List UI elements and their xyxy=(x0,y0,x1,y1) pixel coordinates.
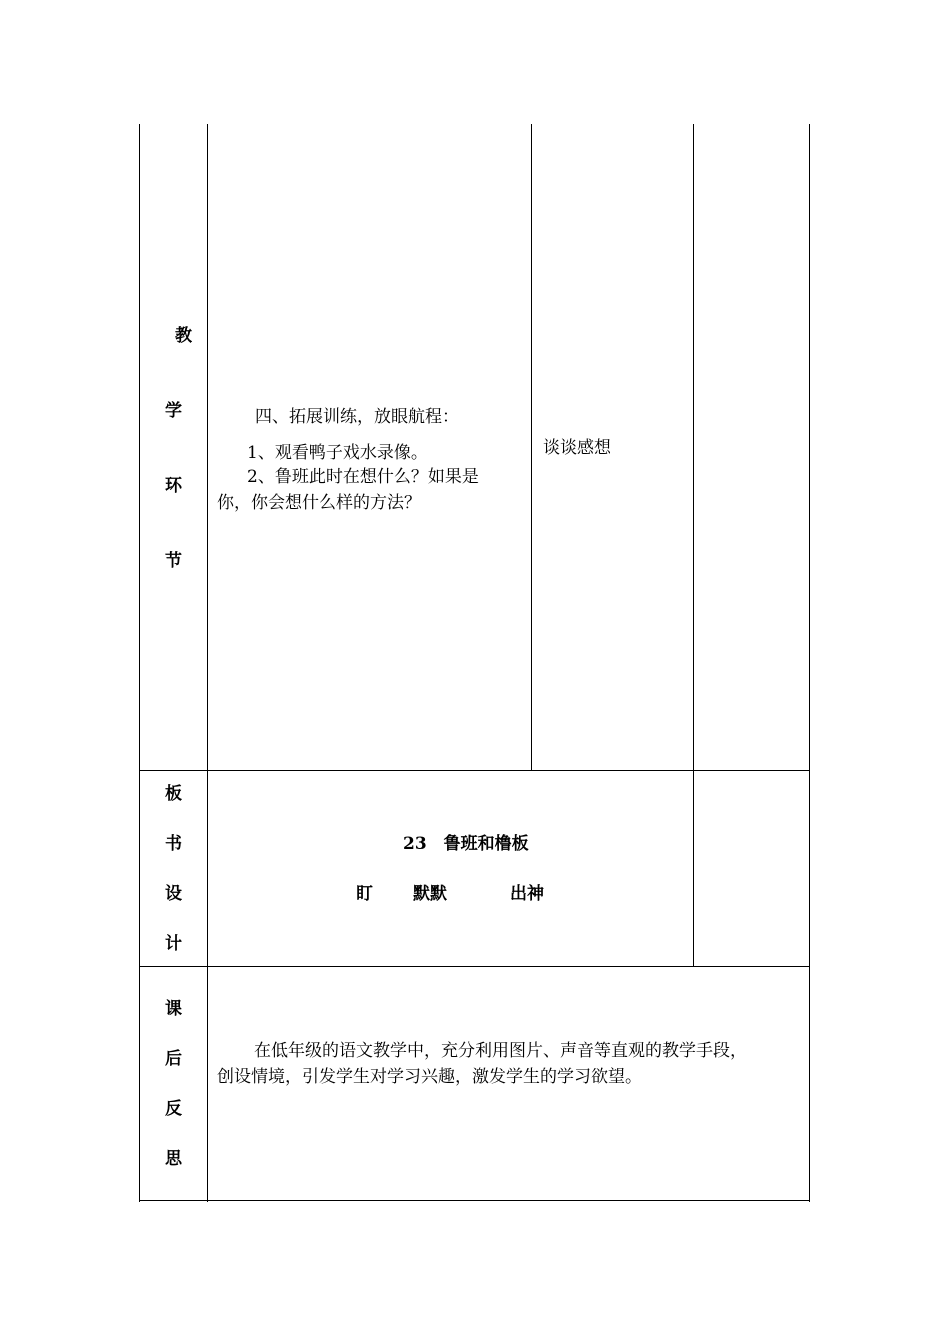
label-char: 反 xyxy=(165,1099,182,1119)
reflection-text-line-2: 创设情境，引发学生对学习兴趣，激发学生的学习欲望。 xyxy=(217,1067,642,1087)
label-char: 书 xyxy=(165,834,182,854)
extension-training-heading: 四、拓展训练，放眼航程： xyxy=(255,407,459,427)
board-word: 盯 xyxy=(356,884,373,904)
table-right-border xyxy=(809,124,810,1202)
label-char: 设 xyxy=(165,884,182,904)
label-char: 板 xyxy=(165,784,182,804)
label-char: 学 xyxy=(165,401,182,421)
step-1-text: 1、观看鸭子戏水录像。 xyxy=(247,443,428,463)
student-activity-text: 谈谈感想 xyxy=(543,438,611,458)
step-2-text-line-2: 你，你会想什么样的方法？ xyxy=(217,493,421,513)
label-char: 计 xyxy=(165,934,182,954)
table-bottom-border xyxy=(139,1200,810,1201)
board-word: 默默 xyxy=(413,884,447,904)
label-char: 课 xyxy=(165,999,182,1019)
table-activity-notes-divider xyxy=(693,124,694,967)
label-char: 教 xyxy=(175,326,192,346)
board-word: 出神 xyxy=(510,884,544,904)
label-char: 节 xyxy=(165,551,182,571)
reflection-text-line-1: 在低年级的语文教学中，充分利用图片、声音等直观的教学手段， xyxy=(254,1041,747,1061)
table-left-border xyxy=(139,124,140,1202)
board-title: 23 鲁班和橹板 xyxy=(403,834,529,854)
table-content-activity-divider xyxy=(531,124,532,771)
step-2-text-line-1: 2、鲁班此时在想什么？如果是 xyxy=(247,467,479,487)
row-divider-teaching-board xyxy=(139,770,810,771)
table-label-column-divider xyxy=(207,124,208,1202)
label-char: 后 xyxy=(165,1049,182,1069)
label-char: 环 xyxy=(165,476,182,496)
label-char: 思 xyxy=(165,1149,182,1169)
row-divider-board-reflection xyxy=(139,966,810,967)
